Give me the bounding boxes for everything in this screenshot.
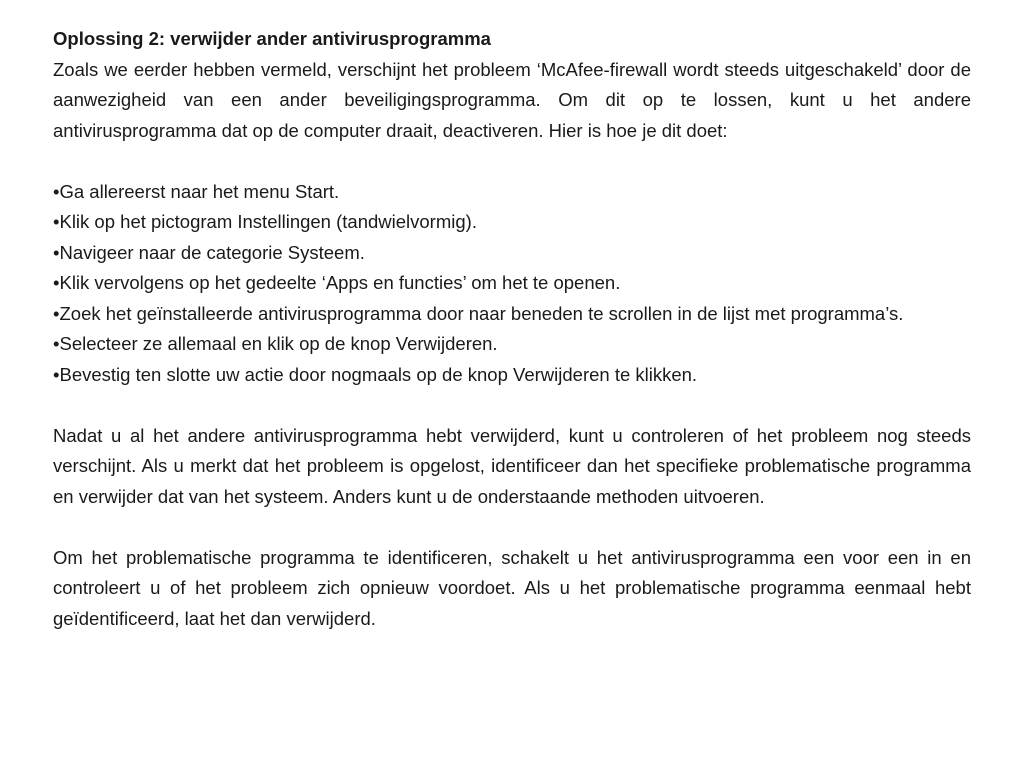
step-text: Zoek het geïnstalleerde antivirusprogramma door naar beneden te scrollen in de lijst met programma’s.	[59, 302, 904, 324]
section-heading: Oplossing 2: verwijder ander antivirusprogramma	[53, 28, 491, 49]
step-text: Klik op het pictogram Instellingen (tandwielvormig).	[59, 211, 477, 232]
slide-content	[53, 24, 971, 634]
list-item	[53, 238, 971, 269]
paragraph-two: Nadat u al het andere antivirusprogramma hebt verwijderd, kunt u controleren of het probleem nog steeds verschijnt. Als u merkt dat het probleem is opgelost, identificeer dan het specifieke problematische programma en verwijder dat van het systeem. Anders kunt u de onderstaande methoden uitvoeren.	[53, 424, 971, 507]
step-text: Klik vervolgens op het gedeelte ‘Apps en functies’ om het te openen.	[59, 272, 621, 293]
spacer	[53, 146, 971, 177]
bullet-mark: •	[53, 241, 60, 263]
list-item	[53, 360, 971, 391]
steps-list	[53, 177, 971, 391]
bullet-mark: •	[53, 211, 60, 232]
step-text: Ga allereerst naar het menu Start.	[59, 180, 340, 202]
list-item	[53, 299, 971, 330]
bullet-mark: •	[53, 302, 60, 324]
intro-paragraph: Zoals we eerder hebben vermeld, verschijnt het probleem ‘McAfee-firewall wordt steeds uitgeschakeld’ door de aanwezigheid van een ander beveiligingsprogramma. Om dit op te lossen, kunt u het andere antivirusprogramma dat op de computer draait, deactiveren. Hier is hoe je dit doet:	[53, 58, 971, 141]
paragraph-three: Om het problematische programma te identificeren, schakelt u het antivirusprogramma een voor een in en controleert u of het probleem zich opnieuw voordoet. Als u het problematische programma eenmaal hebt geïdentificeerd, laat het dan verwijderd.	[53, 546, 971, 629]
step-text: Selecteer ze allemaal en klik op de knop Verwijderen.	[59, 333, 498, 354]
bullet-mark: •	[53, 272, 60, 293]
list-item	[53, 207, 971, 238]
list-item	[53, 329, 971, 360]
spacer	[53, 390, 971, 421]
step-text: Bevestig ten slotte uw actie door nogmaals op de knop Verwijderen te klikken.	[59, 363, 698, 385]
bullet-mark: •	[53, 363, 60, 385]
spacer	[53, 512, 971, 543]
list-item	[53, 177, 971, 208]
list-item	[53, 268, 971, 299]
step-text: Navigeer naar de categorie Systeem.	[59, 241, 365, 263]
bullet-mark: •	[53, 333, 60, 354]
bullet-mark: •	[53, 180, 60, 202]
